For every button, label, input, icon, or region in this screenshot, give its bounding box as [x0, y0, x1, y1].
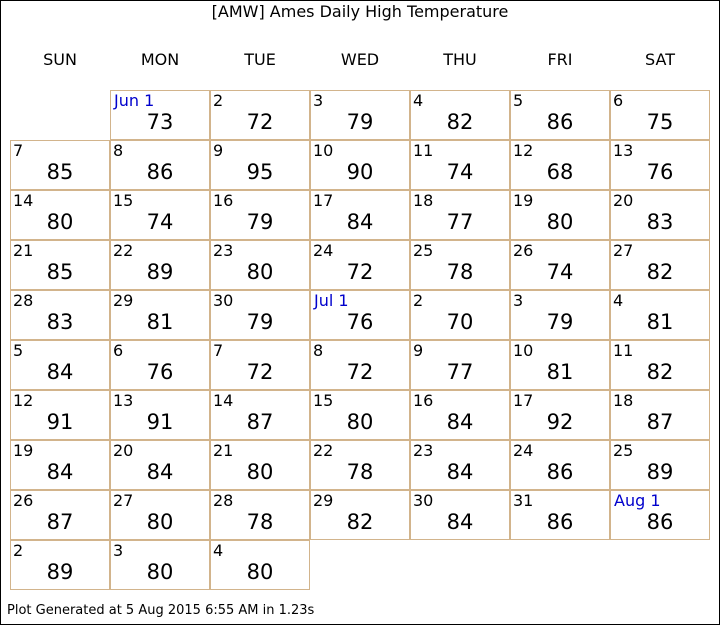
high-temp-value: 78 [246, 510, 274, 534]
day-cell [110, 290, 210, 340]
day-cell [610, 440, 710, 490]
high-temp-value: 80 [546, 210, 574, 234]
high-temp-value: 90 [346, 160, 374, 184]
day-label: 13 [113, 391, 134, 410]
day-label: 27 [113, 491, 134, 510]
day-cell [110, 390, 210, 440]
day-label: 27 [613, 241, 634, 260]
high-temp-value: 72 [246, 110, 274, 134]
day-label: 29 [313, 491, 334, 510]
high-temp-value: 86 [546, 460, 574, 484]
day-cell [10, 190, 110, 240]
high-temp-value: 95 [246, 160, 274, 184]
day-label: 30 [413, 491, 434, 510]
day-cell [10, 340, 110, 390]
day-cell [10, 490, 110, 540]
day-cell [310, 440, 410, 490]
day-label: 10 [513, 341, 534, 360]
day-cell [310, 90, 410, 140]
day-label: 8 [113, 141, 124, 160]
day-cell [10, 290, 110, 340]
high-temp-value: 84 [446, 460, 474, 484]
day-label: 28 [213, 491, 234, 510]
day-cell [110, 90, 210, 140]
day-cell [210, 290, 310, 340]
high-temp-value: 80 [146, 510, 174, 534]
day-cell [10, 390, 110, 440]
day-cell [310, 290, 410, 340]
high-temp-value: 76 [346, 310, 374, 334]
day-label: 7 [213, 341, 224, 360]
high-temp-value: 80 [246, 460, 274, 484]
day-cell [210, 340, 310, 390]
day-cell [10, 240, 110, 290]
day-cell [510, 240, 610, 290]
day-label: 17 [313, 191, 334, 210]
high-temp-value: 80 [46, 210, 74, 234]
day-label: 12 [513, 141, 534, 160]
high-temp-value: 91 [46, 410, 74, 434]
high-temp-value: 78 [346, 460, 374, 484]
day-cell [510, 340, 610, 390]
day-cell [610, 190, 710, 240]
day-cell [10, 140, 110, 190]
day-label: 3 [313, 91, 324, 110]
high-temp-value: 82 [446, 110, 474, 134]
high-temp-value: 86 [646, 510, 674, 534]
high-temp-value: 89 [146, 260, 174, 284]
day-cell [510, 390, 610, 440]
weekday-label-sun: SUN [43, 50, 77, 69]
day-cell [410, 390, 510, 440]
high-temp-value: 86 [146, 160, 174, 184]
day-cell [610, 140, 710, 190]
day-cell [310, 490, 410, 540]
day-cell [110, 240, 210, 290]
day-cell [210, 240, 310, 290]
day-label: 24 [313, 241, 334, 260]
high-temp-value: 89 [646, 460, 674, 484]
high-temp-value: 84 [346, 210, 374, 234]
day-cell [110, 540, 210, 590]
day-cell [210, 90, 310, 140]
day-label: 9 [413, 341, 424, 360]
day-label: 2 [413, 291, 424, 310]
day-label: Jun 1 [114, 91, 155, 110]
day-label: 6 [113, 341, 124, 360]
day-cell [210, 490, 310, 540]
day-label: 26 [513, 241, 534, 260]
high-temp-value: 89 [46, 560, 74, 584]
day-label: Jul 1 [314, 291, 349, 310]
day-label: 28 [13, 291, 34, 310]
day-label: 12 [13, 391, 34, 410]
day-label: 21 [13, 241, 34, 260]
high-temp-value: 82 [346, 510, 374, 534]
day-cell [610, 290, 710, 340]
high-temp-value: 87 [646, 410, 674, 434]
day-label: 6 [613, 91, 624, 110]
high-temp-value: 74 [146, 210, 174, 234]
day-label: 19 [13, 441, 34, 460]
weekday-label-mon: MON [140, 50, 180, 69]
high-temp-value: 80 [146, 560, 174, 584]
high-temp-value: 70 [446, 310, 474, 334]
day-label: 29 [113, 291, 134, 310]
day-label: 25 [413, 241, 434, 260]
high-temp-value: 78 [446, 260, 474, 284]
high-temp-value: 72 [346, 260, 374, 284]
day-cell [310, 340, 410, 390]
weekday-label-thu: THU [443, 50, 477, 69]
day-cell [110, 490, 210, 540]
day-label: 14 [13, 191, 34, 210]
day-label: 4 [413, 91, 424, 110]
high-temp-value: 81 [146, 310, 174, 334]
day-label: 5 [513, 91, 524, 110]
day-cell [510, 490, 610, 540]
high-temp-value: 84 [46, 360, 74, 384]
day-label: 7 [13, 141, 24, 160]
day-label: 26 [13, 491, 34, 510]
day-label: 8 [313, 341, 324, 360]
day-cell [210, 390, 310, 440]
high-temp-value: 83 [46, 310, 74, 334]
day-cell [510, 440, 610, 490]
day-label: 9 [213, 141, 224, 160]
day-label: 15 [313, 391, 334, 410]
high-temp-value: 73 [146, 110, 174, 134]
high-temp-value: 86 [546, 110, 574, 134]
high-temp-value: 68 [546, 160, 574, 184]
day-cell [210, 440, 310, 490]
day-label: 18 [413, 191, 434, 210]
high-temp-value: 82 [646, 260, 674, 284]
day-cell [410, 340, 510, 390]
high-temp-value: 79 [246, 210, 274, 234]
day-cell [610, 390, 710, 440]
high-temp-value: 74 [546, 260, 574, 284]
day-cell [410, 190, 510, 240]
day-label: 22 [113, 241, 134, 260]
day-cell [110, 190, 210, 240]
day-cell [310, 240, 410, 290]
high-temp-value: 85 [46, 260, 74, 284]
high-temp-value: 76 [146, 360, 174, 384]
high-temp-value: 74 [446, 160, 474, 184]
weekday-label-tue: TUE [244, 50, 276, 69]
high-temp-value: 84 [446, 410, 474, 434]
high-temp-value: 87 [246, 410, 274, 434]
day-cell [510, 90, 610, 140]
day-label: 31 [513, 491, 534, 510]
day-label: 4 [213, 541, 224, 560]
high-temp-value: 86 [546, 510, 574, 534]
high-temp-value: 80 [246, 560, 274, 584]
high-temp-value: 87 [46, 510, 74, 534]
day-label: 24 [513, 441, 534, 460]
high-temp-value: 82 [646, 360, 674, 384]
day-label: 25 [613, 441, 634, 460]
day-cell [410, 290, 510, 340]
day-cell [210, 540, 310, 590]
high-temp-value: 72 [246, 360, 274, 384]
weekday-label-sat: SAT [645, 50, 675, 69]
day-label: 23 [213, 241, 234, 260]
day-cell [210, 190, 310, 240]
day-label: 13 [613, 141, 634, 160]
high-temp-value: 84 [446, 510, 474, 534]
high-temp-value: 81 [646, 310, 674, 334]
high-temp-value: 80 [246, 260, 274, 284]
high-temp-value: 79 [346, 110, 374, 134]
day-cell [410, 440, 510, 490]
high-temp-value: 80 [346, 410, 374, 434]
day-cell [410, 90, 510, 140]
day-cell [410, 490, 510, 540]
day-cell [310, 140, 410, 190]
day-cell [310, 190, 410, 240]
day-cell [410, 240, 510, 290]
high-temp-value: 83 [646, 210, 674, 234]
day-label: 4 [613, 291, 624, 310]
day-cell [10, 540, 110, 590]
day-cell [510, 140, 610, 190]
day-label: 14 [213, 391, 234, 410]
high-temp-value: 75 [646, 110, 674, 134]
day-label: 20 [613, 191, 634, 210]
day-cell [110, 440, 210, 490]
day-cell [510, 190, 610, 240]
high-temp-value: 91 [146, 410, 174, 434]
day-cell [610, 340, 710, 390]
day-label: 5 [13, 341, 24, 360]
day-cell [110, 340, 210, 390]
day-label: 2 [13, 541, 24, 560]
day-label: 17 [513, 391, 534, 410]
day-label: 11 [413, 141, 434, 160]
day-label: 23 [413, 441, 434, 460]
day-label: 22 [313, 441, 334, 460]
high-temp-value: 72 [346, 360, 374, 384]
weekday-label-fri: FRI [547, 50, 573, 69]
high-temp-value: 85 [46, 160, 74, 184]
day-cell [610, 90, 710, 140]
day-cell [610, 240, 710, 290]
day-cell [410, 140, 510, 190]
day-label: 18 [613, 391, 634, 410]
day-label: 10 [313, 141, 334, 160]
day-cell [10, 440, 110, 490]
day-label: 15 [113, 191, 134, 210]
day-cell [310, 390, 410, 440]
chart-title: [AMW] Ames Daily High Temperature [211, 2, 509, 21]
day-label: 16 [413, 391, 434, 410]
day-label: 20 [113, 441, 134, 460]
day-cell [510, 290, 610, 340]
high-temp-value: 81 [546, 360, 574, 384]
high-temp-value: 79 [246, 310, 274, 334]
generated-footer: Plot Generated at 5 Aug 2015 6:55 AM in 1.23s [7, 603, 315, 618]
day-label: Aug 1 [614, 491, 661, 510]
high-temp-value: 79 [546, 310, 574, 334]
day-label: 16 [213, 191, 234, 210]
weekday-label-wed: WED [340, 50, 380, 69]
high-temp-value: 76 [646, 160, 674, 184]
day-label: 3 [113, 541, 124, 560]
high-temp-value: 92 [546, 410, 574, 434]
high-temp-value: 77 [446, 360, 474, 384]
day-cell [110, 140, 210, 190]
day-label: 30 [213, 291, 234, 310]
day-label: 3 [513, 291, 524, 310]
day-label: 2 [213, 91, 224, 110]
high-temp-value: 84 [46, 460, 74, 484]
day-label: 19 [513, 191, 534, 210]
day-cell [610, 490, 710, 540]
day-label: 21 [213, 441, 234, 460]
high-temp-value: 84 [146, 460, 174, 484]
day-label: 11 [613, 341, 634, 360]
high-temp-value: 77 [446, 210, 474, 234]
day-cell [210, 140, 310, 190]
